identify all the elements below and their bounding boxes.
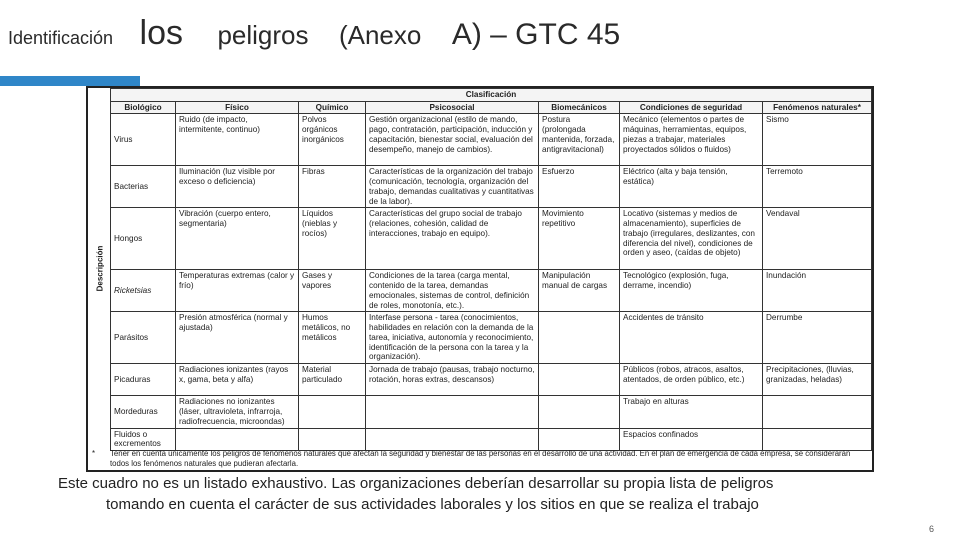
table-cell-qui: Polvos orgánicos inorgánicos [299, 114, 366, 166]
table-cell-psi: Condiciones de la tarea (carga mental, contenido de la tarea, demandas emocionales, sistemas de control, definición de roles, monotonía, etc.). [366, 270, 539, 312]
table-row [111, 270, 872, 312]
table-cell-biom: Manipulación manual de cargas [539, 270, 620, 312]
hazard-classification-table [110, 88, 872, 451]
table-cell-bio: Mordeduras [111, 396, 176, 428]
col-header-psicosocial: Psicosocial [366, 101, 539, 114]
table-cell-bio: Virus [111, 114, 176, 166]
col-header-biomecanicos: Biomecánicos [539, 101, 620, 114]
slide-title [8, 14, 620, 53]
table-cell-biom [539, 428, 620, 450]
accent-bar [0, 76, 140, 86]
table-cell-fis: Radiaciones ionizantes (rayos x, gama, beta y alfa) [176, 364, 299, 396]
table-cell-nat: Inundación [763, 270, 872, 312]
table-cell-psi: Jornada de trabajo (pausas, trabajo nocturno, rotación, horas extras, descansos) [366, 364, 539, 396]
table-cell-qui: Gases y vapores [299, 270, 366, 312]
title-part-4: (Anexo [338, 20, 422, 50]
table-row [111, 114, 872, 166]
page-number: 6 [928, 524, 934, 534]
table-cell-bio: Parásitos [111, 312, 176, 364]
table-header-row [111, 101, 872, 114]
table-cell-bio: Fluidos o excrementos [111, 428, 176, 450]
table-cell-qui: Humos metálicos, no metálicos [299, 312, 366, 364]
table-cell-fis: Presión atmosférica (normal y ajustada) [176, 312, 299, 364]
col-header-seguridad: Condiciones de seguridad [620, 101, 763, 114]
table-cell-seg: Trabajo en alturas [620, 396, 763, 428]
table-cell-biom [539, 364, 620, 396]
table-cell-bio: Hongos [111, 208, 176, 270]
col-header-naturales: Fenómenos naturales* [763, 101, 872, 114]
title-part-5: A) – GTC 45 [451, 18, 621, 51]
side-label [92, 240, 108, 300]
caption-line-1: Este cuadro no es un listado exhaustivo. Las organizaciones deberían desarrollar su propia lista de peligros [58, 475, 774, 492]
table-row [111, 166, 872, 208]
title-part-3: peligros [217, 20, 309, 50]
footnote-text: Tener en cuenta únicamente los peligros de fenómenos naturales que afectan la seguridad y bienestar de las personas en el desarrollo de una actividad. En el plan de emergencia de cada empresa, se considerarán todos los fenómenos naturales que pudieran afectarla. [110, 449, 851, 468]
table-cell-bio: Bacterias [111, 166, 176, 208]
table-cell-biom: Esfuerzo [539, 166, 620, 208]
col-header-quimico: Químico [299, 101, 366, 114]
footnote-star: * [92, 449, 96, 458]
table-cell-qui: Fibras [299, 166, 366, 208]
col-header-fisico: Físico [176, 101, 299, 114]
table-row [111, 312, 872, 364]
table-cell-biom: Postura (prolongada mantenida, forzada, antigravitacional) [539, 114, 620, 166]
table-cell-bio: Picaduras [111, 364, 176, 396]
table-cell-psi: Características de la organización del trabajo (comunicación, tecnología, organización del trabajo, demandas cualitativas y cuantitativas de la labor). [366, 166, 539, 208]
table-cell-nat: Vendaval [763, 208, 872, 270]
table-cell-seg: Locativo (sistemas y medios de almacenamiento), superficies de trabajo (irregulares, deslizantes, con diferencia del nivel), condiciones de orden y aseo, (caídas de objeto) [620, 208, 763, 270]
table-super-header: Clasificación [111, 89, 872, 102]
table-cell-psi: Interfase persona - tarea (conocimientos, habilidades en relación con la demanda de la tarea, iniciativa, autonomía y reconocimiento, identificación de la persona con la tarea y la organización). [366, 312, 539, 364]
table-row [111, 208, 872, 270]
table-cell-qui [299, 428, 366, 450]
table-cell-nat: Terremoto [763, 166, 872, 208]
table-cell-biom [539, 396, 620, 428]
table-cell-qui: Material particulado [299, 364, 366, 396]
table-cell-biom [539, 312, 620, 364]
table-cell-fis: Temperaturas extremas (calor y frío) [176, 270, 299, 312]
table-cell-fis: Vibración (cuerpo entero, segmentaria) [176, 208, 299, 270]
table-cell-nat: Derrumbe [763, 312, 872, 364]
table-cell-nat [763, 396, 872, 428]
table-cell-psi [366, 396, 539, 428]
col-header-biologico: Biológico [111, 101, 176, 114]
side-label-text: Descripción [95, 245, 105, 292]
table-cell-seg: Mecánico (elementos o partes de máquinas, herramientas, equipos, piezas a trabajar, materiales proyectados sólidos o fluidos) [620, 114, 763, 166]
table-row [111, 428, 872, 450]
table-cell-bio: Ricketsias [111, 270, 176, 312]
table-cell-fis: Ruido (de impacto, intermitente, continuo) [176, 114, 299, 166]
table-body [111, 114, 872, 451]
table-cell-biom: Movimiento repetitivo [539, 208, 620, 270]
table-cell-qui: Líquidos (nieblas y rocíos) [299, 208, 366, 270]
table-cell-fis [176, 428, 299, 450]
table-cell-psi: Gestión organizacional (estilo de mando, pago, contratación, participación, inducción y capacitación, bienestar social, evaluación del desempeño, manejo de cambios). [366, 114, 539, 166]
table-cell-qui [299, 396, 366, 428]
caption-line-2: tomando en cuenta el carácter de sus actividades laborales y los sitios en que se realiza el trabajo [106, 496, 759, 513]
title-part-1: Identificación [8, 28, 114, 48]
table-cell-seg: Eléctrico (alta y baja tensión, estática) [620, 166, 763, 208]
table-cell-fis: Iluminación (luz visible por exceso o deficiencia) [176, 166, 299, 208]
table-footnote [92, 449, 868, 468]
table-row [111, 396, 872, 428]
table-cell-nat: Sismo [763, 114, 872, 166]
table-cell-psi: Características del grupo social de trabajo (relaciones, cohesión, calidad de interacciones, trabajo en equipo). [366, 208, 539, 270]
table-cell-seg: Espacios confinados [620, 428, 763, 450]
table-cell-fis: Radiaciones no ionizantes (láser, ultravioleta, infrarroja, radiofrecuencia, microondas) [176, 396, 299, 428]
table-row [111, 364, 872, 396]
table-cell-psi [366, 428, 539, 450]
table-cell-seg: Tecnológico (explosión, fuga, derrame, incendio) [620, 270, 763, 312]
table-cell-nat: Precipitaciones, (lluvias, granizadas, heladas) [763, 364, 872, 396]
table-cell-seg: Públicos (robos, atracos, asaltos, atentados, de orden público, etc.) [620, 364, 763, 396]
table-cell-seg: Accidentes de tránsito [620, 312, 763, 364]
title-part-2: los [139, 14, 183, 52]
table-cell-nat [763, 428, 872, 450]
slide-caption [58, 473, 908, 515]
